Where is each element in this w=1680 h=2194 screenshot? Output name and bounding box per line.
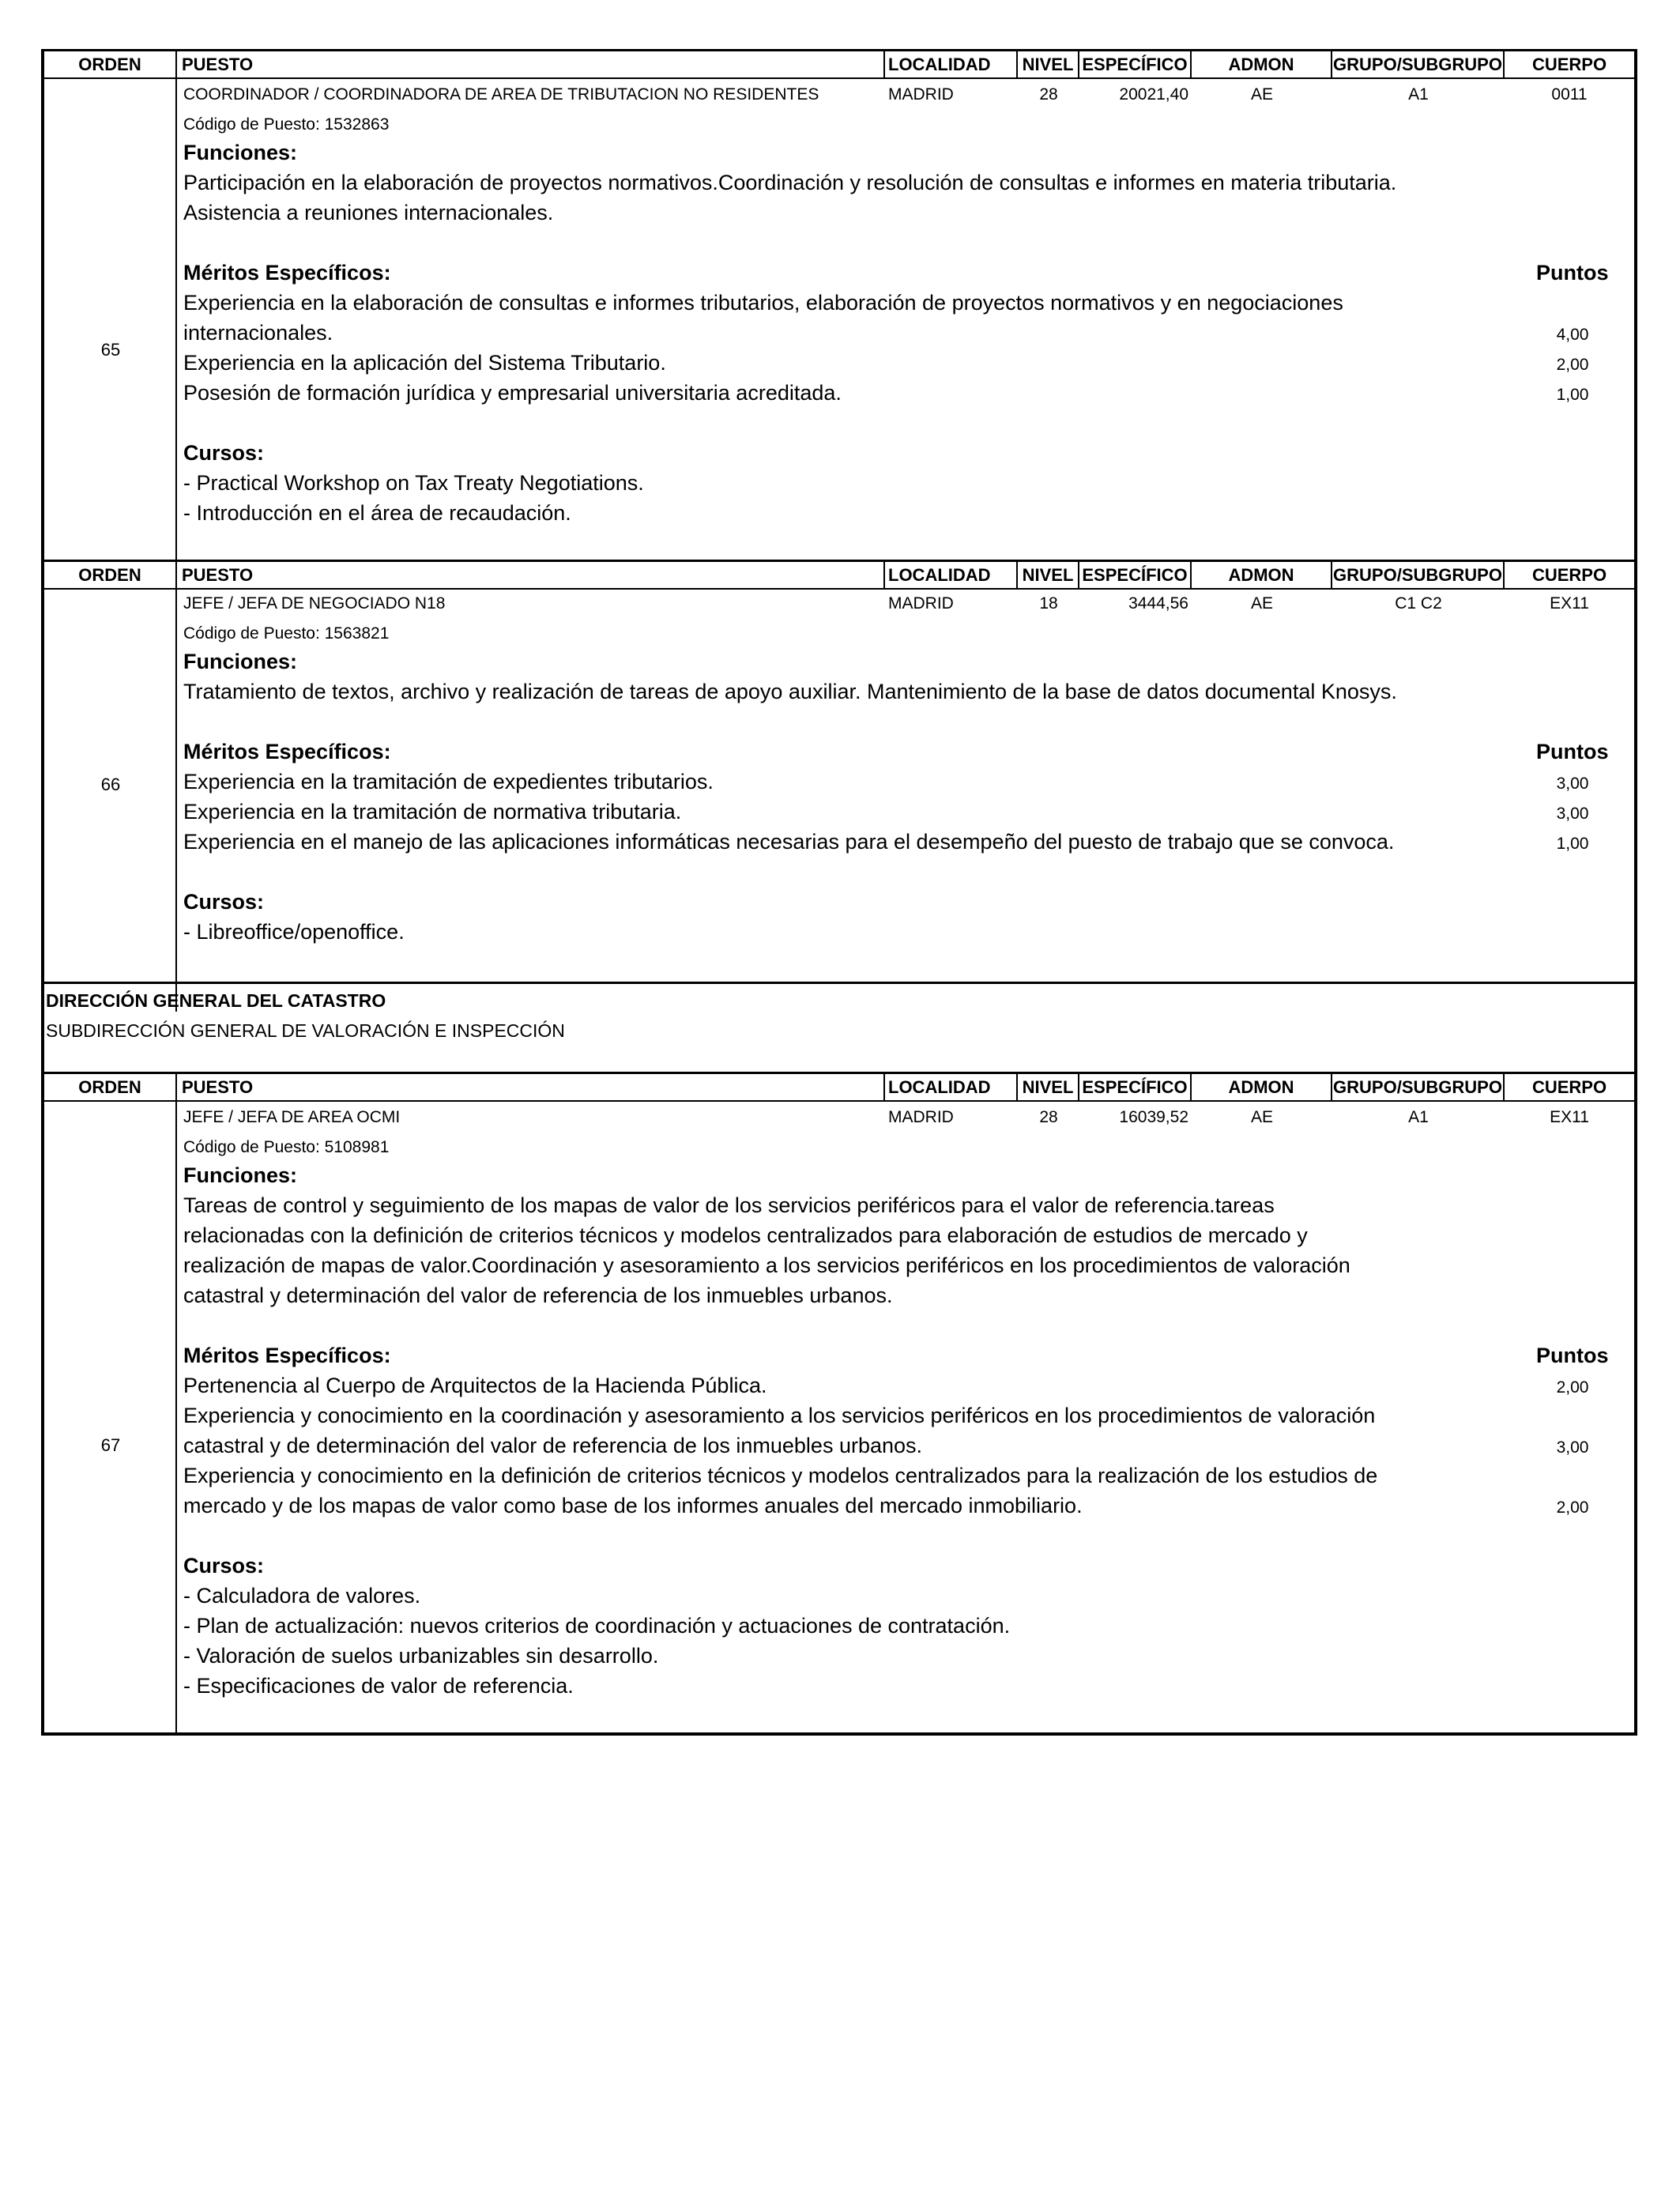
cursos-heading: Cursos: [183,1554,265,1578]
merito-line: Experiencia en la aplicación del Sistema Tributario. [183,351,666,375]
merito-puntos: 4,00 [1556,326,1589,344]
header-puesto: PUESTO [177,1074,885,1100]
funciones-line: realización de mapas de valor.Coordinación y asesoramiento a los servicios periféricos en los procedimientos de valoración [183,1253,1350,1277]
funciones-heading: Funciones: [183,650,298,673]
header-localidad: LOCALIDAD [885,51,1018,77]
column-header-row [41,49,1637,79]
direccion-general: DIRECCIÓN GENERAL DEL CATASTRO [46,990,386,1011]
header-nivel: NIVEL [1018,51,1079,77]
especifico: 3444,56 [1128,594,1188,613]
table-row [41,49,1637,560]
meritos-heading: Méritos Específicos: [183,740,391,763]
puesto-title: JEFE / JEFA DE NEGOCIADO N18 [183,594,446,613]
column-header-row [41,1072,1637,1102]
subdireccion-general: SUBDIRECCIÓN GENERAL DE VALORACIÓN E INSPECCIÓN [46,1020,565,1041]
header-especifico: ESPECÍFICO [1079,51,1192,77]
curso-line: - Especificaciones de valor de referencia. [183,1674,574,1698]
cuerpo: EX11 [1550,594,1589,613]
localidad: MADRID [888,85,954,104]
merito-line: mercado y de los mapas de valor como base de los informes anuales del mercado inmobiliario. [183,1494,1083,1517]
admon: AE [1250,85,1273,104]
funciones-heading: Funciones: [183,141,298,164]
especifico: 20021,40 [1119,85,1188,104]
localidad: MADRID [888,1108,954,1126]
entry-body [41,79,1637,560]
orden-number: 65 [100,340,121,360]
merito-line: Experiencia en la tramitación de normativa tributaria. [183,800,682,824]
codigo-puesto: Código de Puesto: 1563821 [183,624,390,643]
merito-line: Experiencia en la elaboración de consultas e informes tributarios, elaboración de proyectos normativos y en negociaciones [183,291,1343,315]
merito-line: catastral y de determinación del valor de referencia de los inmuebles urbanos. [183,1434,923,1457]
merito-line: Posesión de formación jurídica y empresarial universitaria acreditada. [183,381,842,405]
puesto-title: JEFE / JEFA DE AREA OCMI [183,1108,401,1126]
grupo: A1 [1408,85,1429,104]
merito-line: Experiencia y conocimiento en la coordinación y asesoramiento a los servicios periféricos en los procedimientos de valoración [183,1404,1376,1427]
merito-puntos: 1,00 [1556,835,1589,853]
header-grupo: GRUPO/SUBGRUPO [1332,562,1505,588]
table-row [41,560,1637,1012]
merito-line: internacionales. [183,321,333,345]
header-admon: ADMON [1192,562,1332,588]
header-especifico: ESPECÍFICO [1079,562,1192,588]
header-localidad: LOCALIDAD [885,562,1018,588]
merito-line: Experiencia en el manejo de las aplicaciones informáticas necesarias para el desempeño del puesto de trabajo que se convoca. [183,830,1395,854]
funciones-heading: Funciones: [183,1163,298,1187]
header-especifico: ESPECÍFICO [1079,1074,1192,1100]
funciones-line: Tratamiento de textos, archivo y realización de tareas de apoyo auxiliar. Mantenimiento de la base de datos documental Knosys. [183,680,1397,703]
funciones-line: Tareas de control y seguimiento de los mapas de valor de los servicios periféricos para el valor de referencia.tareas [183,1193,1275,1217]
nivel: 28 [1039,85,1058,104]
table-row [41,1072,1637,1736]
orden-number: 67 [100,1435,121,1455]
header-nivel: NIVEL [1018,1074,1079,1100]
puntos-heading: Puntos [1536,261,1609,285]
section-heading [41,982,1637,1072]
orden-number: 66 [100,775,121,794]
localidad: MADRID [888,594,954,613]
especifico: 16039,52 [1119,1108,1188,1126]
nivel: 28 [1039,1108,1058,1126]
curso-line: - Practical Workshop on Tax Treaty Negotiations. [183,471,644,495]
merito-line: Experiencia en la tramitación de expedientes tributarios. [183,770,714,794]
cuerpo: 0011 [1551,85,1588,104]
column-header-row [41,560,1637,590]
curso-line: - Calculadora de valores. [183,1584,421,1608]
header-admon: ADMON [1192,51,1332,77]
funciones-line: Asistencia a reuniones internacionales. [183,201,554,224]
nivel: 18 [1039,594,1058,613]
meritos-heading: Méritos Específicos: [183,261,391,285]
cuerpo: EX11 [1550,1108,1589,1126]
funciones-line: Participación en la elaboración de proyectos normativos.Coordinación y resolución de consultas e informes en materia tributaria. [183,171,1397,194]
puesto-title: COORDINADOR / COORDINADORA DE AREA DE TRIBUTACION NO RESIDENTES [183,85,819,104]
grupo: A1 [1408,1108,1429,1126]
puntos-heading: Puntos [1536,1344,1609,1367]
grupo: C1 C2 [1395,594,1442,613]
header-cuerpo: CUERPO [1531,565,1607,585]
entry-body [41,590,1637,1012]
merito-line: Pertenencia al Cuerpo de Arquitectos de la Hacienda Pública. [183,1374,767,1397]
header-localidad: LOCALIDAD [885,1074,1018,1100]
header-grupo: GRUPO/SUBGRUPO [1332,1074,1505,1100]
header-orden: ORDEN [44,1074,177,1100]
funciones-line: relacionadas con la definición de criterios técnicos y modelos centralizados para elaboración de estudios de mercado y [183,1223,1308,1247]
merito-puntos: 2,00 [1556,356,1589,374]
header-cuerpo: CUERPO [1531,55,1607,74]
admon: AE [1250,594,1273,613]
merito-puntos: 3,00 [1556,805,1589,823]
merito-line: Experiencia y conocimiento en la definición de criterios técnicos y modelos centralizados para la realización de los estudios de [183,1464,1378,1487]
entry-body [41,1102,1637,1736]
header-grupo: GRUPO/SUBGRUPO [1332,51,1505,77]
curso-line: - Introducción en el área de recaudación. [183,501,571,525]
admon: AE [1250,1108,1273,1126]
header-puesto: PUESTO [177,51,885,77]
merito-puntos: 3,00 [1556,775,1589,793]
curso-line: - Plan de actualización: nuevos criterios de coordinación y actuaciones de contratación. [183,1614,1011,1638]
meritos-heading: Méritos Específicos: [183,1344,391,1367]
merito-puntos: 1,00 [1556,386,1589,404]
merito-puntos: 2,00 [1556,1498,1589,1517]
header-nivel: NIVEL [1018,562,1079,588]
curso-line: - Valoración de suelos urbanizables sin desarrollo. [183,1644,659,1668]
funciones-line: catastral y determinación del valor de referencia de los inmuebles urbanos. [183,1284,893,1307]
header-cuerpo: CUERPO [1531,1077,1607,1097]
cursos-heading: Cursos: [183,441,265,465]
codigo-puesto: Código de Puesto: 5108981 [183,1138,390,1156]
merito-puntos: 3,00 [1556,1438,1589,1457]
merito-puntos: 2,00 [1556,1378,1589,1397]
codigo-puesto: Código de Puesto: 1532863 [183,115,390,134]
cursos-heading: Cursos: [183,890,265,914]
header-puesto: PUESTO [177,562,885,588]
header-orden: ORDEN [44,51,177,77]
header-orden: ORDEN [44,562,177,588]
puntos-heading: Puntos [1536,740,1609,763]
header-admon: ADMON [1192,1074,1332,1100]
curso-line: - Libreoffice/openoffice. [183,920,405,944]
